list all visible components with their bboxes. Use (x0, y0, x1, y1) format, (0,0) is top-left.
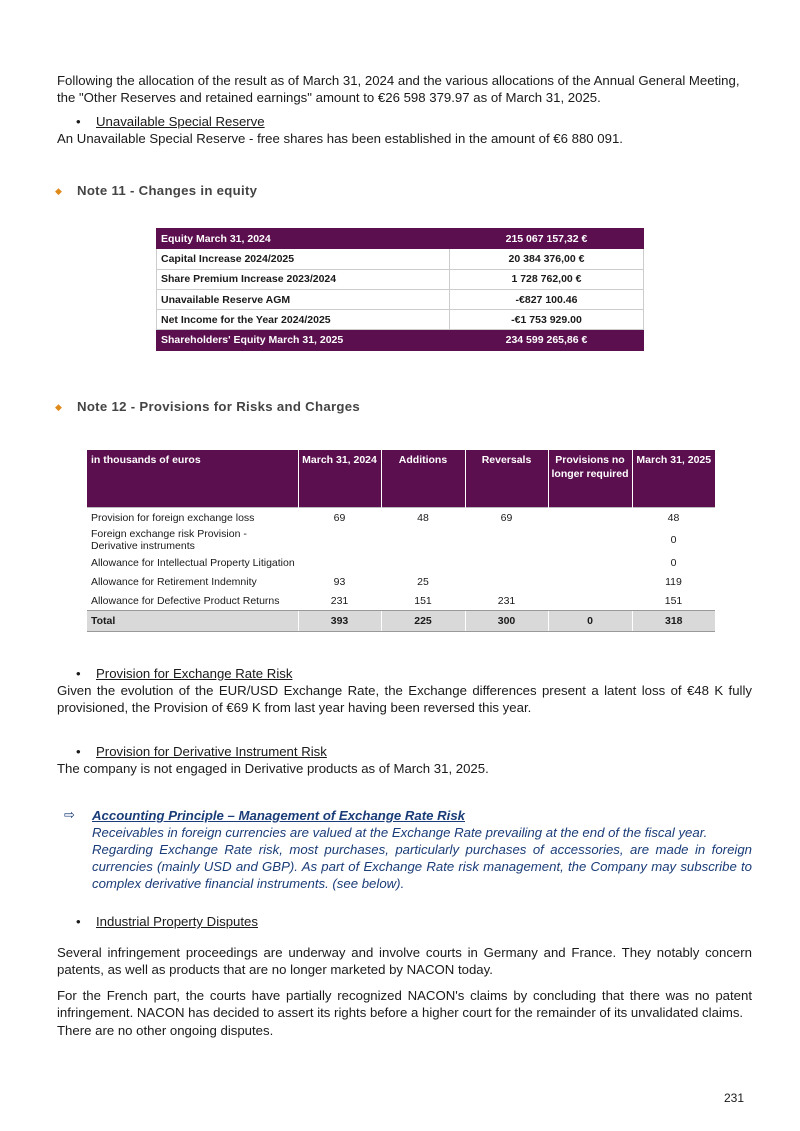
cell (298, 527, 381, 553)
accounting-principle-line2: Regarding Exchange Rate risk, most purchases, particularly purchases of accessories, are made in foreign currencies (mainly USD and GBP). As part of Exchange Rate risk management, the Company may subscribe to complex derivative financial instruments. (see below). (92, 842, 752, 891)
cell: 225 (381, 611, 465, 632)
cell (548, 591, 632, 611)
industrial-paragraph-1: Several infringement proceedings are underway and involve courts in Germany and France. They notably concern patents, as well as products that are no longer marketed by NACON today. (57, 945, 752, 977)
row-label: Net Income for the Year 2024/2025 (157, 310, 450, 330)
cell (381, 527, 465, 553)
cell: 119 (665, 575, 682, 588)
table-row (157, 269, 644, 289)
note12-title: Note 12 - Provisions for Risks and Charges (77, 399, 361, 414)
bullet-icon: • (76, 114, 81, 129)
cell (465, 527, 548, 553)
bullet-derivative (76, 743, 327, 760)
table-row (157, 249, 644, 269)
reserves-paragraph: Following the allocation of the result as of March 31, 2024 and the various allocations of the Annual General Meeting, the "Other Reserves and retained earnings" amount to €26 598 379.97 as of March 31, 2025. (57, 73, 740, 105)
table-row-total (157, 330, 644, 350)
column-header: in thousands of euros (87, 450, 298, 508)
bullet-icon: • (76, 744, 81, 759)
row-value: 20 384 376,00 € (450, 249, 644, 269)
cell: 318 (632, 611, 715, 632)
bullet-icon: • (76, 914, 81, 929)
cell: 151 (664, 594, 683, 607)
cell: 69 (465, 508, 548, 528)
table-header-row (87, 450, 715, 508)
note12-heading (55, 399, 360, 414)
cell (465, 572, 548, 591)
cell: Foreign exchange risk Provision - Derivative instruments (91, 528, 247, 552)
provisions-table (87, 450, 715, 632)
row-value: -€1 753 929.00 (450, 310, 644, 330)
bullet-exchange-rate (76, 665, 292, 682)
diamond-bullet-icon: ◆ (55, 402, 63, 412)
accounting-principle-title: Accounting Principle – Management of Exchange Rate Risk (92, 808, 465, 823)
row-value: 215 067 157,32 € (450, 229, 644, 249)
column-header: Provisions no longer required (548, 450, 632, 508)
cell: 231 (330, 594, 349, 607)
cell (465, 553, 548, 572)
cell: 93 (333, 575, 346, 588)
note11-title: Note 11 - Changes in equity (77, 183, 258, 198)
diamond-bullet-icon: ◆ (55, 186, 63, 196)
note11-heading (55, 183, 257, 198)
table-row (87, 591, 715, 611)
cell: 300 (465, 611, 548, 632)
column-header: March 31, 2025 (632, 450, 715, 508)
column-header: March 31, 2024 (298, 450, 381, 508)
cell: 151 (414, 594, 432, 607)
cell: 69 (298, 508, 381, 528)
cell: Allowance for Retirement Indemnity (91, 575, 257, 588)
table-row (157, 310, 644, 330)
cell: Total (87, 611, 298, 632)
equity-table (156, 228, 644, 351)
cell: Allowance for Defective Product Returns (91, 594, 280, 607)
table-row (157, 289, 644, 309)
industrial-paragraph-2: For the French part, the courts have partially recognized NACON's claims by concluding that there was no patent infringement. NACON has decided to assert its rights before a higher court for the remainder of its unvalidated claims. (57, 988, 752, 1020)
column-header: Reversals (465, 450, 548, 508)
unavailable-reserve-paragraph: An Unavailable Special Reserve - free shares has been established in the amount of €6 880 091. (57, 131, 623, 146)
cell (548, 553, 632, 572)
table-row (157, 229, 644, 249)
bullet-label: Unavailable Special Reserve (96, 114, 265, 129)
table-row-total (87, 611, 715, 632)
cell (548, 508, 632, 528)
cell: 48 (381, 508, 465, 528)
row-value: 234 599 265,86 € (450, 330, 644, 350)
table-row (87, 572, 715, 591)
bullet-label: Provision for Derivative Instrument Risk (96, 744, 327, 759)
row-value: -€827 100.46 (450, 289, 644, 309)
page-number: 231 (724, 1091, 745, 1105)
cell (381, 553, 465, 572)
row-label: Share Premium Increase 2023/2024 (157, 269, 450, 289)
cell (548, 527, 632, 553)
industrial-paragraph-3: There are no other ongoing disputes. (57, 1023, 274, 1038)
row-label: Capital Increase 2024/2025 (157, 249, 450, 269)
row-label: Shareholders' Equity March 31, 2025 (157, 330, 450, 350)
accounting-principle-line1: Receivables in foreign currencies are valued at the Exchange Rate prevailing at the end of the fiscal year. (92, 825, 708, 840)
bullet-label: Industrial Property Disputes (96, 914, 258, 929)
bullet-unavailable-reserve (76, 113, 265, 130)
row-label: Equity March 31, 2024 (157, 229, 450, 249)
cell: Allowance for Intellectual Property Litigation (91, 556, 295, 569)
bullet-industrial-property (76, 913, 258, 930)
cell: 0 (548, 611, 632, 632)
cell: 0 (670, 534, 677, 546)
cell (298, 553, 381, 572)
table-row (87, 527, 715, 553)
bullet-label: Provision for Exchange Rate Risk (96, 666, 293, 681)
cell: 0 (670, 556, 677, 569)
derivative-paragraph: The company is not engaged in Derivative products as of March 31, 2025. (57, 761, 489, 776)
row-label: Unavailable Reserve AGM (157, 289, 450, 309)
exchange-rate-paragraph: Given the evolution of the EUR/USD Exchange Rate, the Exchange differences present a latent loss of €48 K fully provisioned, the Provision of €69 K from last year having been reversed this year. (57, 683, 752, 715)
column-header: Additions (381, 450, 465, 508)
cell: 393 (298, 611, 381, 632)
table-row (87, 508, 715, 528)
cell: 25 (417, 575, 429, 588)
table-row (87, 553, 715, 572)
cell: Provision for foreign exchange loss (87, 508, 298, 528)
cell (548, 572, 632, 591)
row-value: 1 728 762,00 € (450, 269, 644, 289)
bullet-icon: • (76, 666, 81, 681)
cell: 231 (497, 594, 516, 607)
cell: 48 (632, 508, 715, 528)
hollow-arrow-icon: ⇨ (64, 807, 75, 822)
